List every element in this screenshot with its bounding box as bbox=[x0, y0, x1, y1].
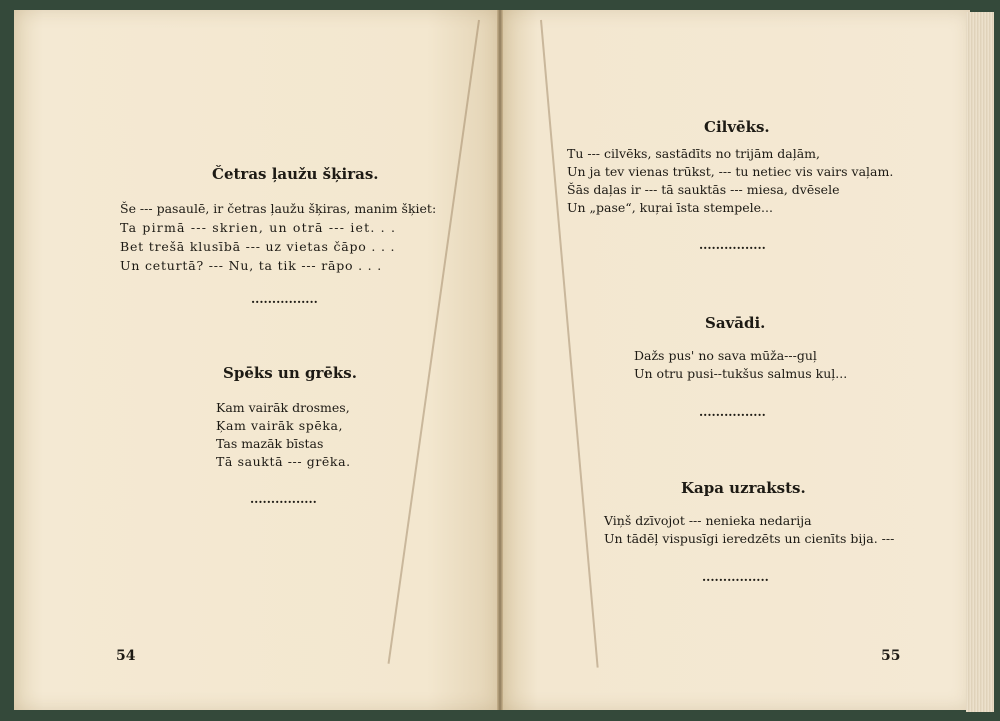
separator: ................ bbox=[251, 292, 318, 306]
poem-line: Bet trešā klusībā --- uz vietas čāpo . . . bbox=[120, 239, 396, 254]
book-gutter bbox=[497, 10, 503, 710]
separator: ................ bbox=[250, 492, 317, 506]
poem-line: Un otru pusi--tukšus salmus kuļ... bbox=[634, 366, 848, 381]
poem-line: Še --- pasaulē, ir četras ļaužu šķiras, manim šķiet: bbox=[120, 201, 437, 216]
poem-line: Viņš dzīvojot --- nenieka nedarija bbox=[604, 513, 812, 528]
poem-line: Šās daļas ir --- tā sauktās --- miesa, dvēsele bbox=[567, 182, 840, 197]
page-number: 55 bbox=[881, 648, 901, 664]
poem-line: Ta pirmā --- skrien, un otrā --- iet. . . bbox=[120, 220, 397, 235]
poem-line: Tā sauktā --- grēka. bbox=[216, 454, 351, 469]
separator: ................ bbox=[699, 238, 766, 252]
poem-title: Kapa uzraksts. bbox=[681, 479, 806, 497]
poem-line: Kam vairāk drosmes, bbox=[216, 400, 350, 415]
poem-line: Dažs pus' no sava mūža---guļ bbox=[634, 348, 817, 363]
poem-line: Tas mazāk bīstas bbox=[216, 436, 324, 451]
poem-line: Un tādēļ vispusīgi ieredzēts un cienīts bija. --- bbox=[604, 531, 895, 546]
page-edges bbox=[966, 12, 994, 712]
poem-line: Tu --- cilvēks, sastādīts no trijām daļām, bbox=[567, 146, 820, 161]
poem-title: Cilvēks. bbox=[704, 118, 770, 136]
poem-line: Un ceturtā? --- Nu, ta tik --- rāpo . . . bbox=[120, 258, 382, 273]
poem-line: Un ja tev vienas trūkst, --- tu netiec vis vairs vaļam. bbox=[567, 164, 894, 179]
poem-line: Un „pase“, kuŗai īsta stempele... bbox=[567, 200, 773, 215]
left-page bbox=[14, 10, 500, 710]
poem-title: Savādi. bbox=[705, 314, 766, 332]
separator: ................ bbox=[702, 570, 769, 584]
poem-title: Spēks un grēks. bbox=[223, 364, 357, 382]
poem-title: Četras ļaužu šķiras. bbox=[212, 165, 379, 183]
page-number: 54 bbox=[116, 648, 136, 664]
poem-line: Ķam vairāk spēka, bbox=[216, 418, 344, 433]
separator: ................ bbox=[699, 405, 766, 419]
